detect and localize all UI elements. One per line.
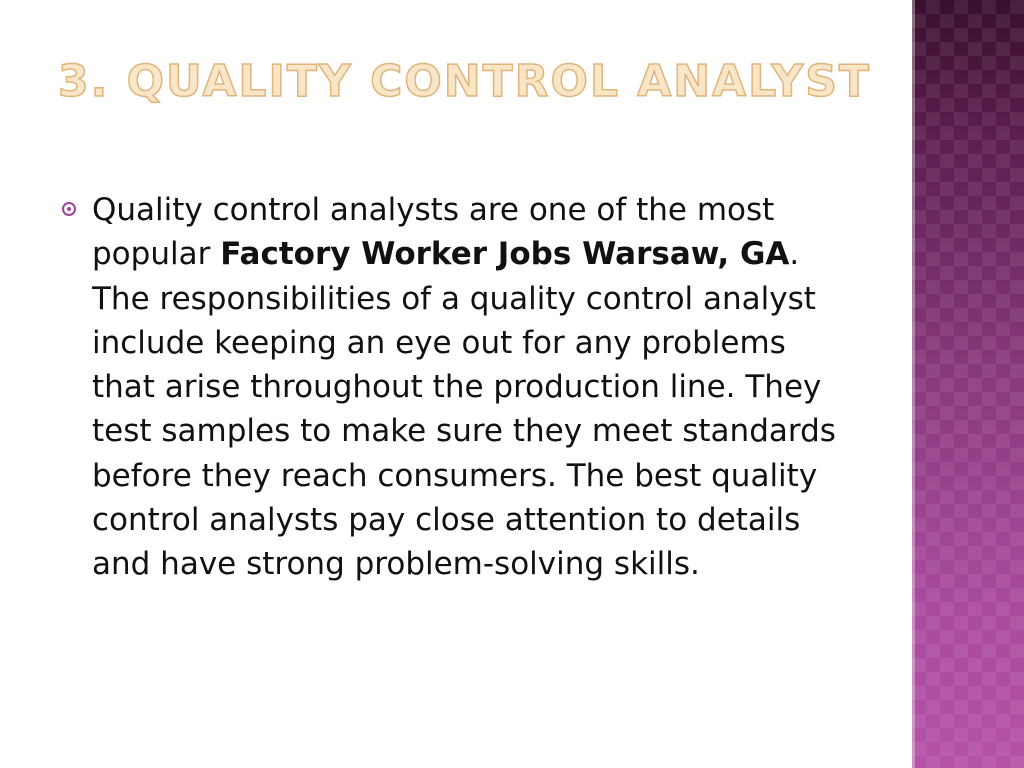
bullet-text-intro: Quality control analysts are one of the most popular	[92, 192, 775, 273]
slide-body	[62, 188, 852, 587]
decorative-side-band	[912, 0, 1024, 768]
bullet-item	[62, 188, 852, 587]
bullet-text	[92, 188, 852, 587]
slide-title: 3. QUALITY CONTROL ANALYST	[58, 56, 871, 107]
bullet-text-bold: Factory Worker Jobs Warsaw, GA	[220, 236, 790, 273]
bullet-text-rest: . The responsibilities of a quality control analyst include keeping an eye out for any problems that arise throughout the production line. They test samples to make sure they meet standards before they reach consumers. The best quality control analysts pay close attention to details and have strong problem-solving skills.	[92, 236, 836, 583]
circle-bullet-icon	[62, 202, 76, 216]
